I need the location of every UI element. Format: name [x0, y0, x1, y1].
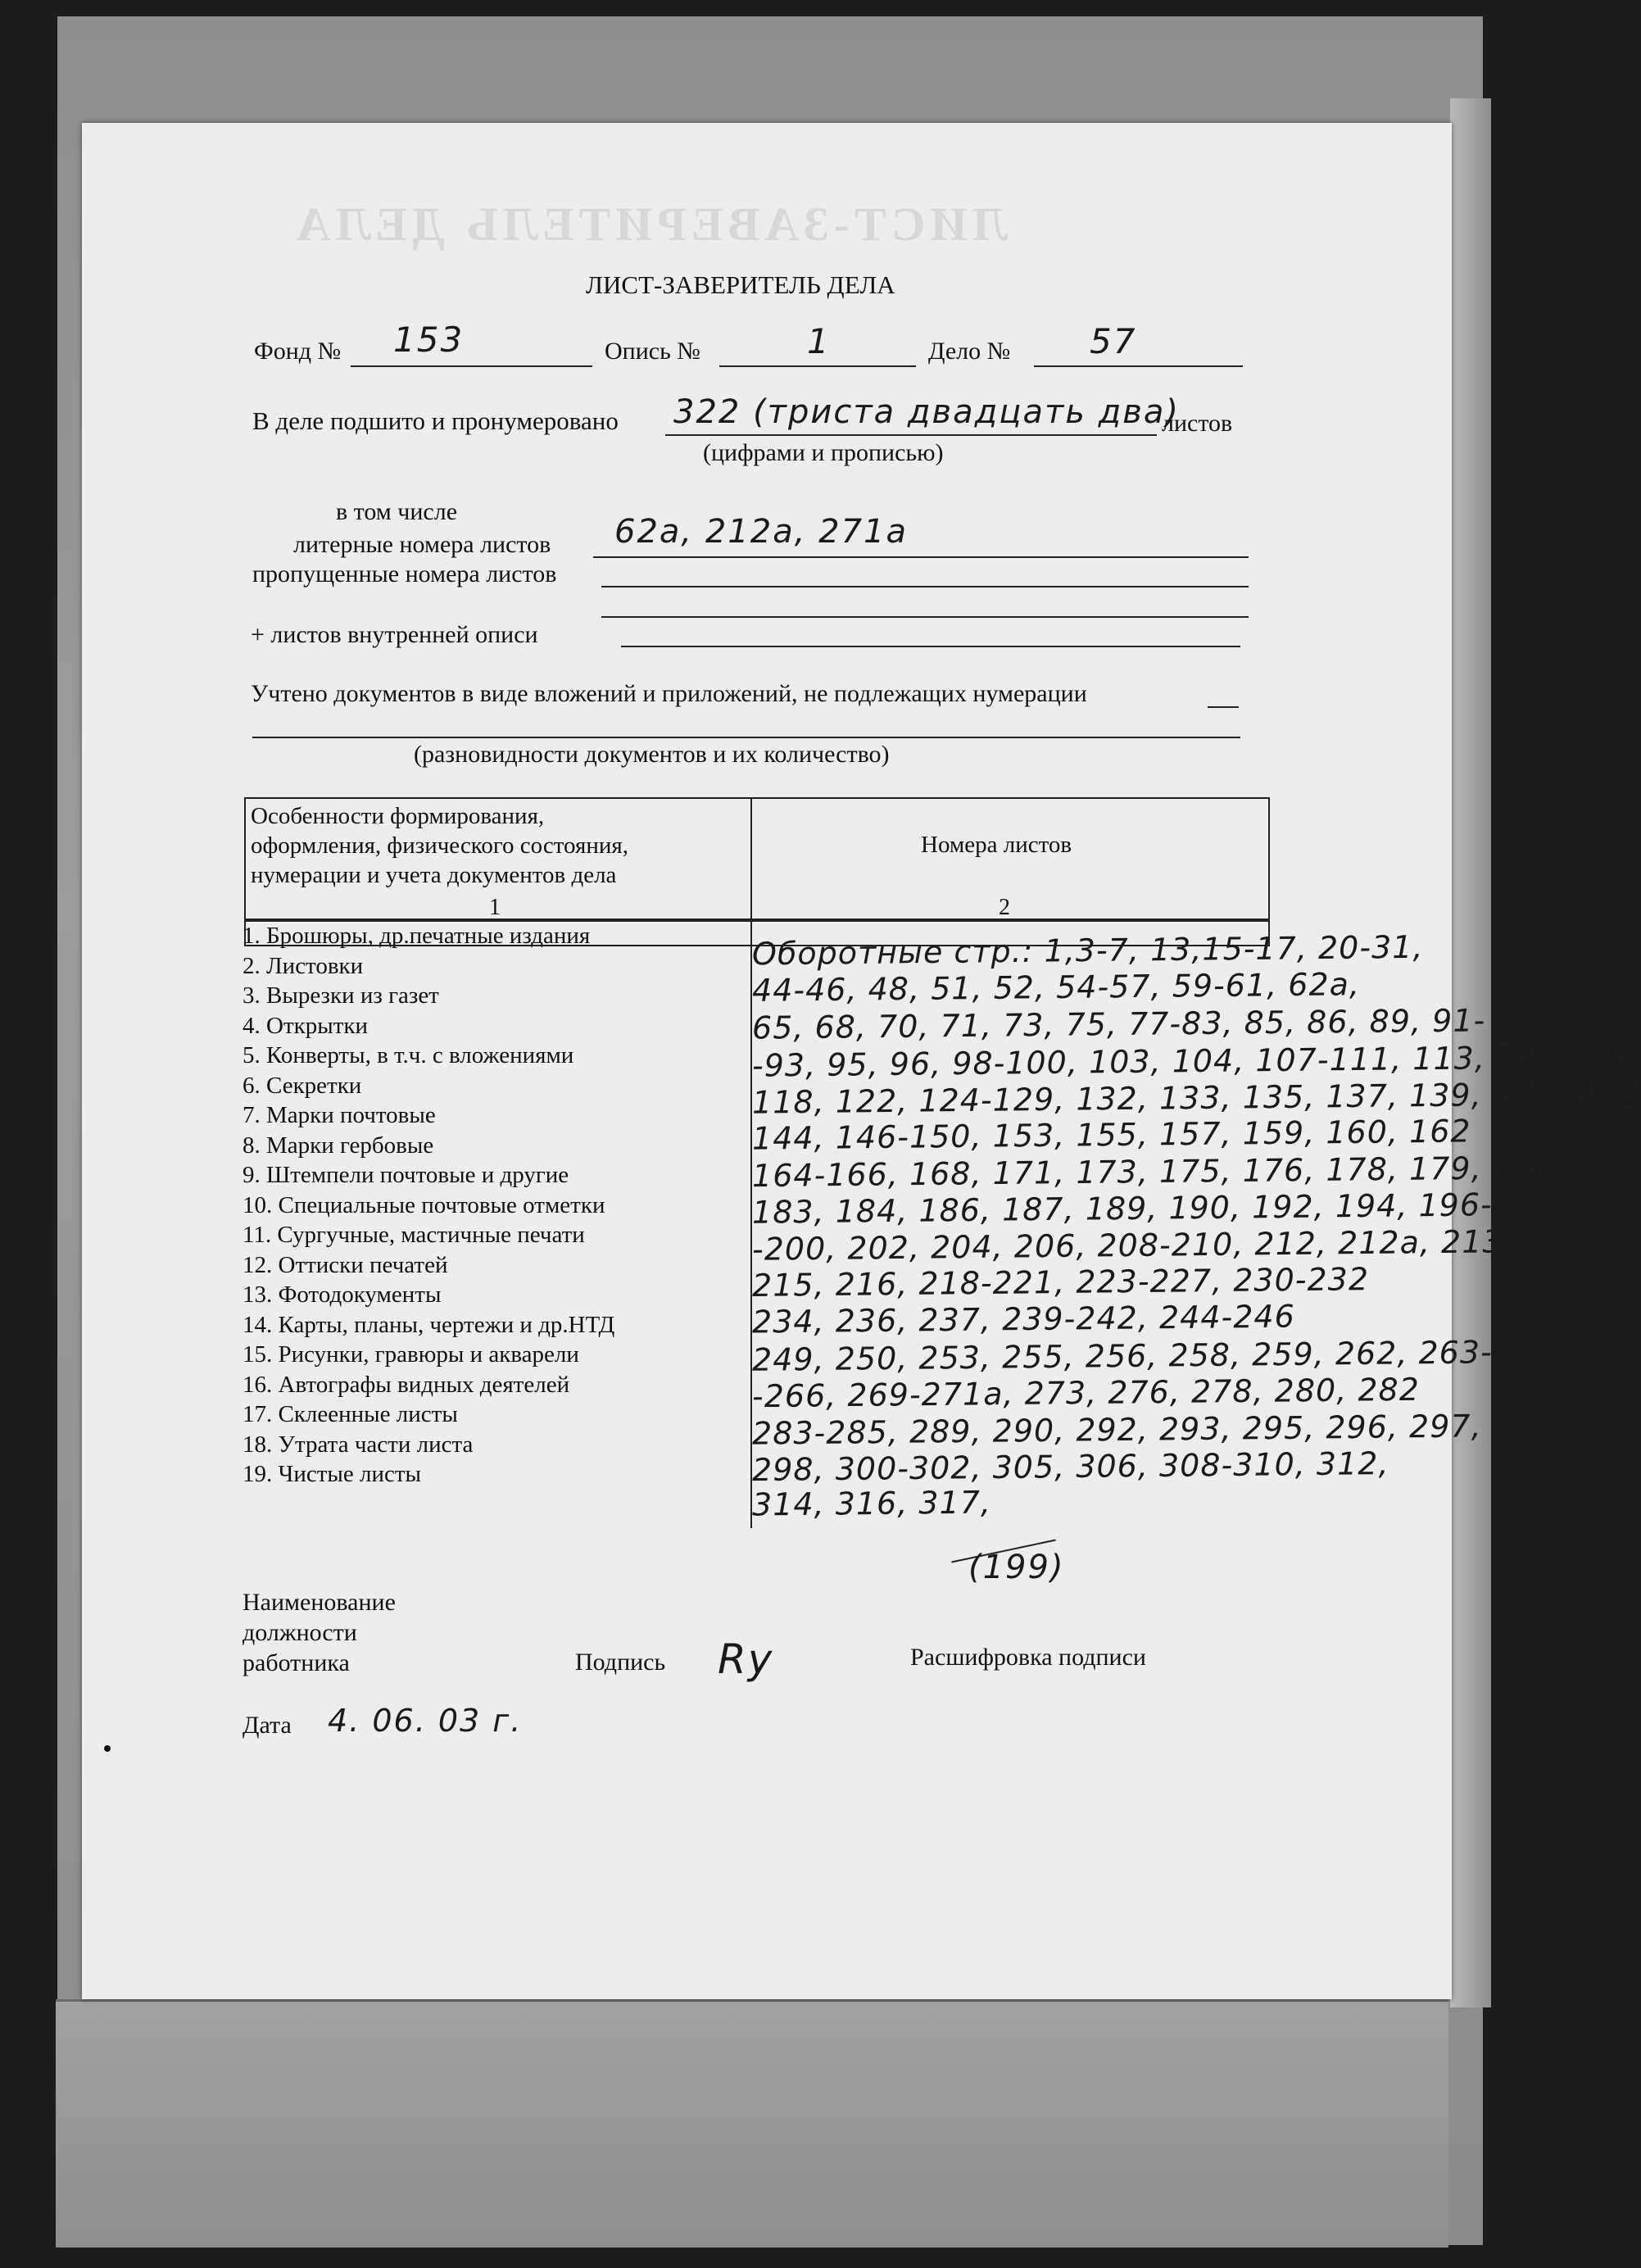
signature-label: Подпись	[575, 1649, 666, 1676]
opis-line	[719, 365, 916, 367]
feature-item: 9. Штемпели почтовые и другие	[243, 1162, 569, 1188]
delo-value: 57	[1090, 321, 1137, 361]
date-label: Дата	[243, 1712, 292, 1739]
feature-item: 6. Секретки	[243, 1072, 362, 1099]
including-label: в том числе	[336, 498, 458, 525]
date-value: 4. 06. 03 г.	[328, 1703, 523, 1739]
fond-label: Фонд №	[254, 338, 342, 365]
missing-numbers-label: пропущенные номера листов	[252, 560, 557, 587]
position-label-line-2: должности	[243, 1619, 357, 1646]
sheet-numbers-line: 298, 300-302, 305, 306, 308-310, 312,	[751, 1445, 1389, 1489]
feature-item: 16. Автографы видных деятелей	[243, 1371, 570, 1398]
punch-mark	[104, 1745, 111, 1752]
feature-item: 11. Сургучные, мастичные печати	[243, 1222, 585, 1248]
missing-numbers-line-2	[601, 616, 1249, 618]
signature: Ry	[718, 1635, 774, 1683]
letter-numbers-line	[593, 556, 1249, 558]
feature-item: 5. Конверты, в т.ч. с вложениями	[243, 1042, 574, 1068]
sheet-numbers-line: 314, 316, 317,	[751, 1484, 992, 1523]
opis-label: Опись №	[605, 338, 700, 365]
letter-numbers-value: 62а, 212а, 271а	[614, 513, 908, 551]
feature-item: 2. Листовки	[243, 952, 364, 979]
feature-item: 10. Специальные почтовые отметки	[243, 1191, 605, 1218]
feature-item: 14. Карты, планы, чертежи и др.НТД	[243, 1311, 615, 1338]
sheet-numbers-line: 118, 122, 124-129, 132, 133, 135, 137, 139, 141, 142	[751, 1075, 1639, 1121]
opis-value: 1	[807, 321, 831, 361]
sheet-numbers-line: 283-285, 289, 290, 292, 293, 295, 296, 297,	[751, 1408, 1482, 1452]
sheets-suffix: листов	[1162, 410, 1233, 437]
documents-line	[1208, 706, 1239, 708]
total-count: (199)	[968, 1549, 1065, 1586]
sheet-numbers-line: 234, 236, 237, 239-242, 244-246	[751, 1298, 1295, 1340]
col1-number: 1	[489, 895, 501, 920]
feature-item: 7. Марки почтовые	[243, 1102, 436, 1128]
sheets-caption: (цифрами и прописью)	[703, 439, 944, 466]
sheet-numbers-line: 144, 146-150, 153, 155, 157, 159, 160, 162	[751, 1113, 1471, 1157]
sheet-numbers-line: 183, 184, 186, 187, 189, 190, 192, 194, 196-	[751, 1186, 1493, 1231]
fond-line	[351, 365, 592, 367]
col1-header-line-2: оформления, физического состояния,	[251, 832, 628, 859]
feature-item: 18. Утрата части листа	[243, 1431, 474, 1458]
document-title: ЛИСТ-ЗАВЕРИТЕЛЬ ДЕЛА	[586, 270, 895, 299]
documents-label: Учтено документов в виде вложений и приложений, не подлежащих нумерации	[251, 680, 1087, 707]
feature-item: 1. Брошюры, др.печатные издания	[243, 923, 591, 949]
sheets-value: 322 (триста двадцать два)	[673, 393, 1180, 431]
table-header-divider	[750, 797, 752, 920]
documents-caption: (разновидности документов и их количество)	[414, 741, 890, 768]
sheet-numbers-line: 44-46, 48, 51, 52, 54-57, 59-61, 62а,	[751, 966, 1361, 1009]
missing-numbers-line	[601, 586, 1249, 587]
feature-item: 4. Открытки	[243, 1012, 368, 1039]
sheet-numbers-line: 215, 216, 218-221, 223-227, 230-232	[751, 1261, 1370, 1304]
sheet-numbers-line: -266, 269-271а, 273, 276, 278, 280, 282	[751, 1371, 1421, 1415]
feature-item: 8. Марки гербовые	[243, 1132, 434, 1159]
sheets-line	[665, 434, 1157, 436]
documents-line-2	[252, 737, 1240, 738]
feature-item: 3. Вырезки из газет	[243, 982, 439, 1009]
sheets-prefix: В деле подшито и пронумеровано	[252, 406, 619, 435]
feature-item: 13. Фотодокументы	[243, 1281, 442, 1308]
position-label-line-3: работника	[243, 1649, 350, 1676]
show-through-text: ЛИСТ-ЗАВЕРИТЕЛЬ ДЕЛА	[291, 197, 1008, 251]
col1-header-line-1: Особенности формирования,	[251, 803, 545, 829]
sheet-numbers-line: 65, 68, 70, 71, 73, 75, 77-83, 85, 86, 89, 91-	[751, 1002, 1486, 1046]
delo-line	[1034, 365, 1243, 367]
sheet-numbers-line: -93, 95, 96, 98-100, 103, 104, 107-111, 113, 114, 116	[751, 1038, 1641, 1084]
position-label-line-1: Наименование	[243, 1589, 396, 1616]
sheet-numbers-line: -200, 202, 204, 206, 208-210, 212, 212а, 213	[751, 1223, 1503, 1268]
inventory-label: + листов внутренней описи	[251, 621, 538, 648]
signature-decode-label: Расшифровка подписи	[910, 1644, 1146, 1671]
inventory-line	[621, 646, 1240, 647]
letter-numbers-label: литерные номера листов	[293, 531, 551, 558]
sheet-numbers-line: 249, 250, 253, 255, 256, 258, 259, 262, 263-	[751, 1334, 1493, 1378]
delo-label: Дело №	[928, 338, 1011, 365]
feature-item: 15. Рисунки, гравюры и акварели	[243, 1341, 579, 1368]
col2-header: Номера листов	[921, 832, 1072, 858]
bottom-cover	[56, 1999, 1448, 2248]
feature-item: 12. Оттиски печатей	[243, 1251, 448, 1278]
col1-header-line-3: нумерации и учета документов дела	[251, 862, 617, 888]
feature-item: 19. Чистые листы	[243, 1461, 422, 1487]
col2-number: 2	[999, 895, 1010, 920]
feature-item: 17. Склеенные листы	[243, 1401, 458, 1427]
sheet-numbers-line: 164-166, 168, 171, 173, 175, 176, 178, 179, 181	[751, 1149, 1555, 1195]
sheet-numbers-line: Оборотные стр.: 1,3-7, 13,15-17, 20-31,	[751, 928, 1424, 973]
fond-value: 153	[393, 320, 465, 360]
